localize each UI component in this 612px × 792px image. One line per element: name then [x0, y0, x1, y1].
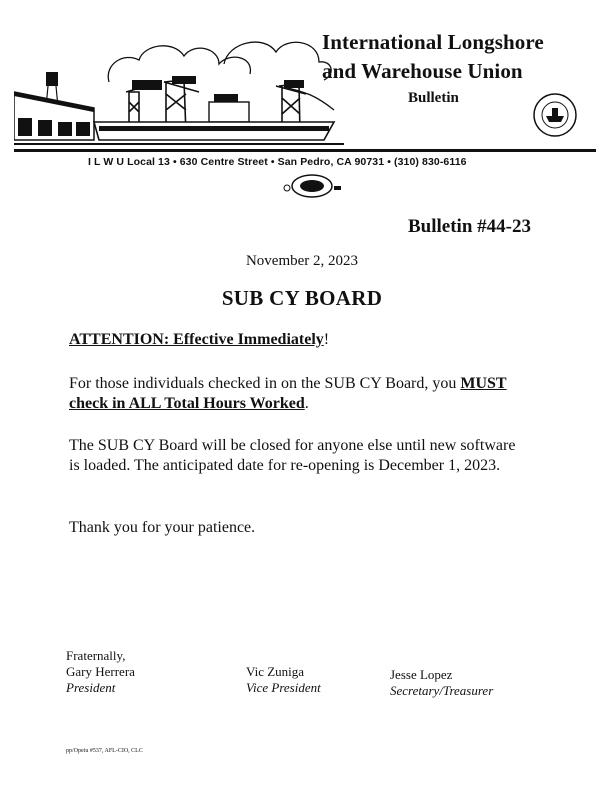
- signatory-title: President: [66, 680, 116, 695]
- org-name-line-2: and Warehouse Union: [322, 59, 523, 83]
- port-skyline-illustration: [14, 22, 344, 147]
- signatory-secretary-treasurer: [390, 667, 493, 699]
- footer-union-label: pp/Opeiu #537, AFL-CIO, CLC: [66, 748, 143, 754]
- attention-line: [69, 331, 329, 349]
- union-bug-logo-icon: [282, 172, 342, 200]
- bulletin-number: Bulletin #44-23: [408, 216, 531, 237]
- letterhead-rule: [14, 149, 596, 152]
- paragraph1-text: For those individuals checked in on the SUB CY Board, you: [69, 375, 461, 392]
- signatory-vice-president: [246, 664, 321, 696]
- bulletin-subject: SUB CY BOARD: [221, 286, 383, 310]
- paragraph1-end: .: [304, 395, 309, 412]
- org-name-line-1: International Longshore: [322, 30, 544, 54]
- paragraph-thanks: Thank you for your patience.: [69, 519, 256, 536]
- bulletin-date: November 2, 2023: [245, 253, 359, 269]
- signatory-name: Vic Zuniga: [246, 664, 305, 679]
- signatory-president: [66, 664, 135, 696]
- signatory-title: Vice President: [246, 680, 321, 695]
- paragraph-hours-instruction: [69, 374, 549, 414]
- closing: Fraternally,: [66, 648, 126, 663]
- attention-suffix: !: [323, 331, 330, 348]
- signatory-title: Secretary/Treasurer: [390, 683, 494, 698]
- signatory-name: Jesse Lopez: [390, 667, 453, 682]
- local-13-seal-icon: [532, 92, 578, 138]
- paragraph-board-closure: The SUB CY Board will be closed for anyone else until new software is loaded. The anticipated date for re-opening is December 1, 2023.: [69, 437, 516, 474]
- attention-label: ATTENTION: Effective Immediately: [69, 331, 324, 348]
- paragraph1-emphasis: MUST check in ALL Total Hours Worked: [69, 375, 507, 412]
- letterhead-bulletin-label: Bulletin: [408, 90, 459, 106]
- address-line: I L W U Local 13 • 630 Centre Street • San Pedro, CA 90731 • (310) 830-6116: [88, 156, 467, 168]
- signatory-name: Gary Herrera: [66, 664, 135, 679]
